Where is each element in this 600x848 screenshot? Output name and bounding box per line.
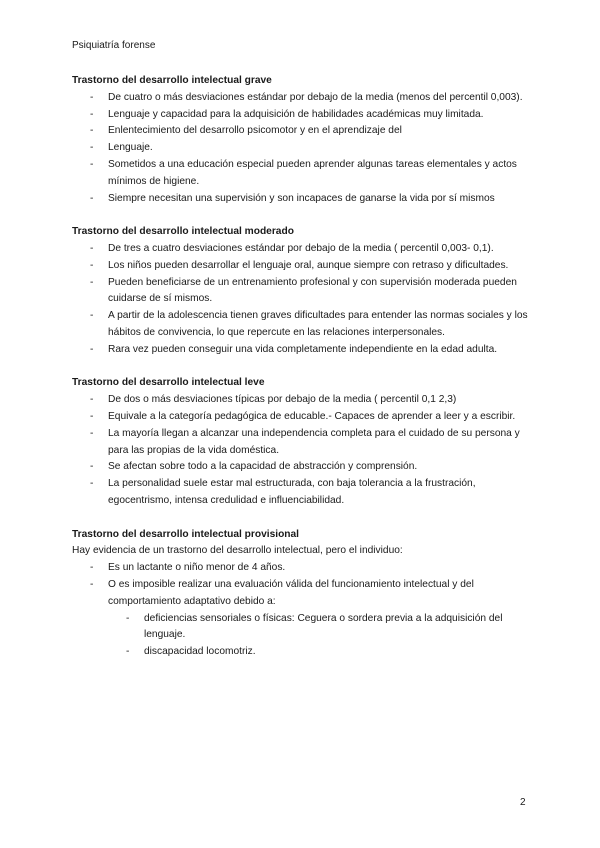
section-title: Trastorno del desarrollo intelectual provisional (72, 528, 300, 540)
list-item: - Siempre necesitan una supervisión y son incapaces de ganarse la vida por sí mismos (72, 191, 538, 208)
section-intro: Hay evidencia de un trastorno del desarrollo intelectual, pero el individuo: (72, 545, 403, 557)
list-item: - A partir de la adolescencia tienen graves dificultades para entender las normas sociales y los hábitos de convivencia, lo que repercute en las relaciones interpersonales. (72, 308, 538, 342)
list-item: - Es un lactante o niño menor de 4 años. (72, 560, 538, 577)
section-title: Trastorno del desarrollo intelectual leve (72, 377, 265, 389)
list-item: - Pueden beneficiarse de un entrenamiento profesional y con supervisión moderada pueden cuidarse de sí mismos. (72, 275, 538, 309)
list-item: - Se afectan sobre todo a la capacidad de abstracción y comprensión. (72, 459, 538, 476)
bullet-list (72, 90, 538, 208)
section-moderado (72, 224, 538, 358)
bullet-list (72, 392, 538, 510)
list-item: - Enlentecimiento del desarrollo psicomotor y en el aprendizaje del (72, 123, 538, 140)
section-title: Trastorno del desarrollo intelectual moderado (72, 226, 294, 238)
section-grave (72, 73, 538, 207)
list-item: - La personalidad suele estar mal estructurada, con baja tolerancia a la frustración, egocentrismo, intensa credulidad e influenciabilidad. (72, 476, 538, 510)
page-number: 2 (520, 797, 526, 808)
list-item: - La mayoría llegan a alcanzar una independencia completa para el cuidado de su persona y para las propias de la vida doméstica. (72, 426, 538, 460)
list-item: - Rara vez pueden conseguir una vida completamente independiente en la edad adulta. (72, 342, 538, 359)
section-provisional (72, 527, 538, 661)
list-item: - Lenguaje. (72, 140, 538, 157)
section-leve (72, 375, 538, 509)
list-item: - Los niños pueden desarrollar el lenguaje oral, aunque siempre con retraso y dificultades. (72, 258, 538, 275)
section-title: Trastorno del desarrollo intelectual grave (72, 75, 272, 86)
running-header: Psiquiatría forense (72, 40, 156, 51)
list-item: - Equivale a la categoría pedagógica de educable.- Capaces de aprender a leer y a escribir. (72, 409, 538, 426)
list-item: - Lenguaje y capacidad para la adquisición de habilidades académicas muy limitada. (72, 107, 538, 124)
sub-bullet-list (72, 611, 538, 661)
bullet-list (72, 560, 538, 610)
list-item: - De tres a cuatro desviaciones estándar por debajo de la media ( percentil 0,003- 0,1). (72, 241, 538, 258)
list-item: - De cuatro o más desviaciones estándar por debajo de la media (menos del percentil 0,003). (72, 90, 538, 107)
list-item: - O es imposible realizar una evaluación válida del funcionamiento intelectual y del comportamiento adaptativo debido a: (72, 577, 538, 611)
sub-list-item: - discapacidad locomotriz. (72, 644, 538, 661)
sub-list-item: - deficiencias sensoriales o físicas: Ceguera o sordera previa a la adquisición del lenguaje. (72, 611, 538, 645)
list-item: - Sometidos a una educación especial pueden aprender algunas tareas elementales y actos mínimos de higiene. (72, 157, 538, 191)
bullet-list (72, 241, 538, 359)
document-body (72, 73, 538, 678)
list-item: - De dos o más desviaciones típicas por debajo de la media ( percentil 0,1 2,3) (72, 392, 538, 409)
